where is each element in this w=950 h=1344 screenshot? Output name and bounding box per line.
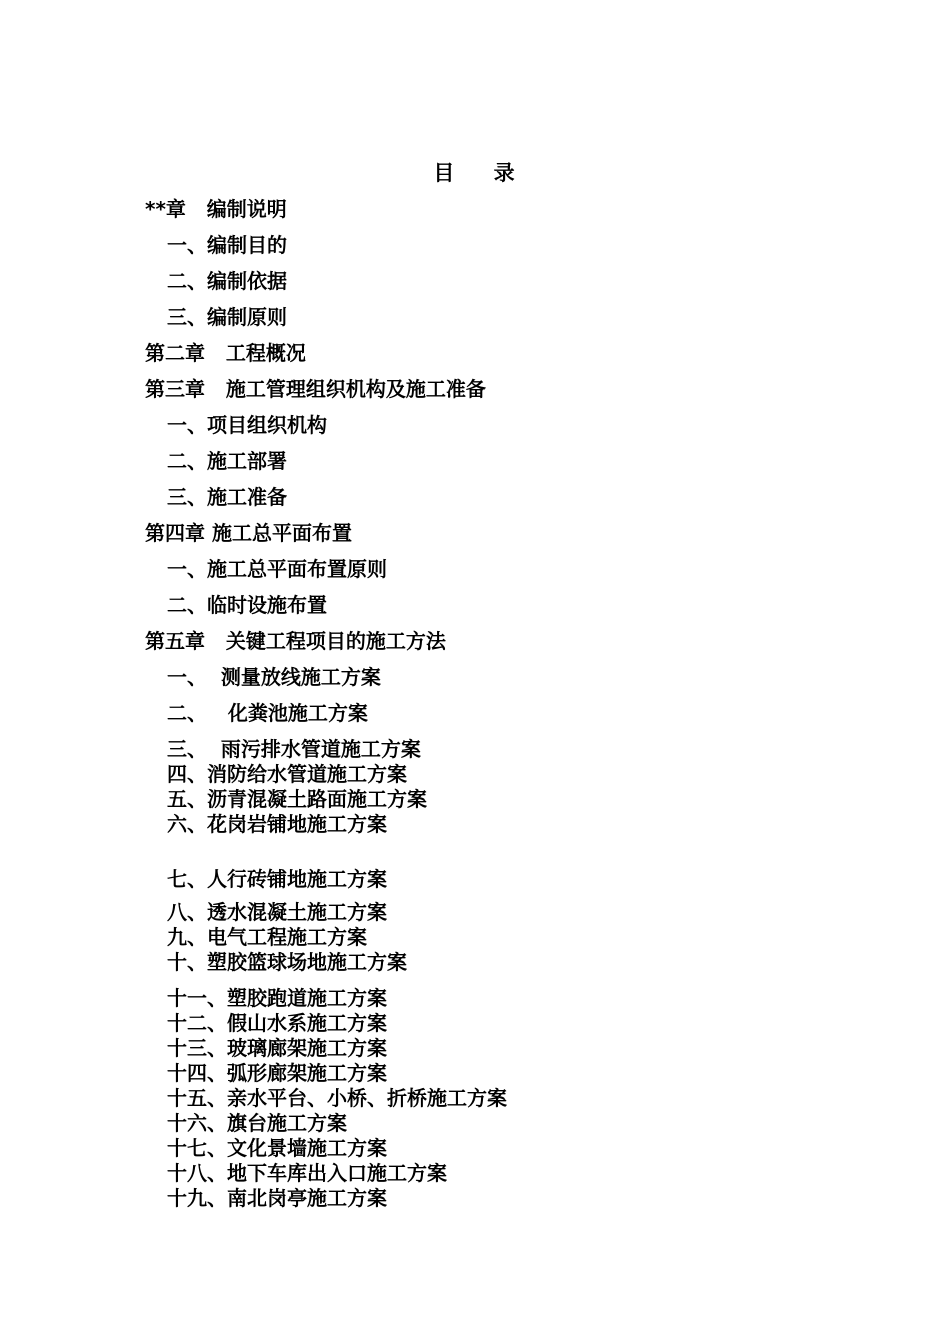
toc-item: 十七、文化景墙施工方案 — [167, 1136, 387, 1160]
toc-title: 目 录 — [433, 161, 517, 185]
toc-item: 十八、地下车库出入口施工方案 — [167, 1161, 447, 1185]
toc-item: 十二、假山水系施工方案 — [167, 1011, 387, 1035]
toc-item: 二、施工部署 — [167, 449, 287, 473]
toc-item: 一、 测量放线施工方案 — [167, 665, 381, 689]
toc-item: 十一、塑胶跑道施工方案 — [167, 986, 387, 1010]
toc-item: 三、施工准备 — [167, 485, 287, 509]
toc-chapter-5: 第五章 关键工程项目的施工方法 — [145, 629, 446, 653]
toc-item: 三、编制原则 — [167, 305, 287, 329]
toc-item: 十三、玻璃廊架施工方案 — [167, 1036, 387, 1060]
toc-item: 十五、亲水平台、小桥、折桥施工方案 — [167, 1086, 507, 1110]
toc-item: 四、消防给水管道施工方案 — [167, 762, 407, 786]
toc-item: 七、人行砖铺地施工方案 — [167, 867, 387, 891]
toc-item: 二、编制依据 — [167, 269, 287, 293]
toc-chapter-3: 第三章 施工管理组织机构及施工准备 — [145, 377, 486, 401]
toc-item: 二、临时设施布置 — [167, 593, 327, 617]
toc-item: 十六、旗台施工方案 — [167, 1111, 347, 1135]
toc-item: 八、透水混凝土施工方案 — [167, 900, 387, 924]
toc-chapter-4: 第四章 施工总平面布置 — [145, 521, 352, 545]
toc-item: 三、 雨污排水管道施工方案 — [167, 737, 421, 761]
toc-chapter-1: **章 编制说明 — [145, 197, 287, 221]
toc-item: 一、编制目的 — [167, 233, 287, 257]
toc-item: 一、施工总平面布置原则 — [167, 557, 387, 581]
toc-item: 五、沥青混凝土路面施工方案 — [167, 787, 427, 811]
toc-chapter-2: 第二章 工程概况 — [145, 341, 306, 365]
toc-item: 十、塑胶篮球场地施工方案 — [167, 950, 407, 974]
toc-item: 九、电气工程施工方案 — [167, 925, 367, 949]
toc-item: 六、花岗岩铺地施工方案 — [167, 812, 387, 836]
toc-item: 二、 化粪池施工方案 — [167, 701, 368, 725]
toc-item: 十四、弧形廊架施工方案 — [167, 1061, 387, 1085]
toc-item: 一、项目组织机构 — [167, 413, 327, 437]
toc-item: 十九、南北岗亭施工方案 — [167, 1186, 387, 1210]
